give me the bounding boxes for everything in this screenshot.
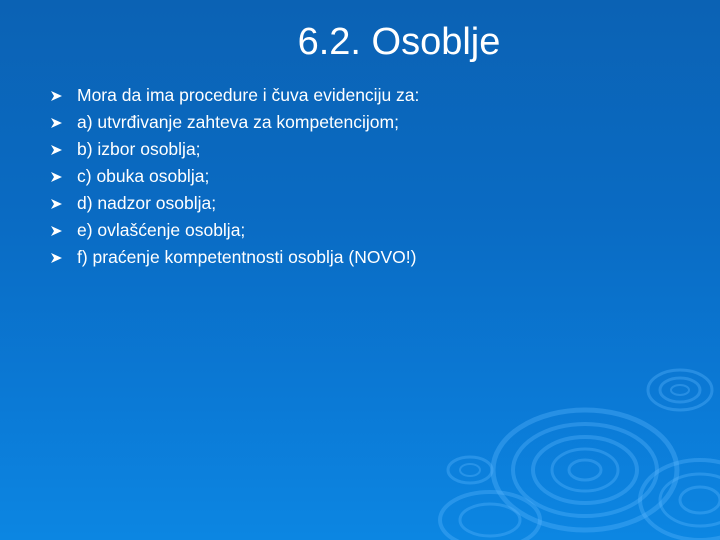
list-item: [50, 217, 690, 244]
list-item-text: a) utvrđivanje zahteva za kompetencijom;: [77, 112, 399, 132]
bullet-list: [50, 82, 690, 271]
list-item-text: Mora da ima procedure i čuva evidenciju za:: [77, 85, 420, 105]
arrow-bullet-icon: [50, 144, 63, 156]
list-item: [50, 136, 690, 163]
list-item: [50, 244, 690, 271]
arrow-bullet-icon: [50, 171, 63, 183]
arrow-bullet-icon: [50, 90, 63, 102]
list-item-text: c) obuka osoblja;: [77, 166, 210, 186]
list-item: [50, 82, 690, 109]
list-item-text: f) praćenje kompetentnosti osoblja (NOVO!): [77, 247, 417, 267]
list-item: [50, 109, 690, 136]
arrow-bullet-icon: [50, 117, 63, 129]
slide-title: [0, 18, 720, 66]
arrow-bullet-icon: [50, 225, 63, 237]
list-item: [50, 163, 690, 190]
slide-title-text: 6.2. Osoblje: [297, 21, 501, 63]
list-item: [50, 190, 690, 217]
list-item-text: b) izbor osoblja;: [77, 139, 201, 159]
arrow-bullet-icon: [50, 198, 63, 210]
arrow-bullet-icon: [50, 252, 63, 264]
list-item-text: e) ovlašćenje osoblja;: [77, 220, 246, 240]
list-item-text: d) nadzor osoblja;: [77, 193, 217, 213]
